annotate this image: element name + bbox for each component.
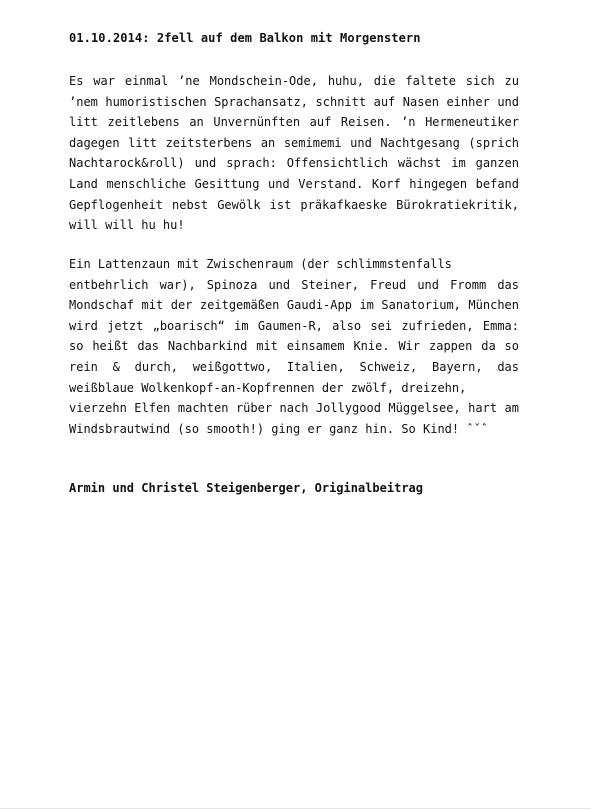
- paragraph-line: Nachtarock&roll) und sprach: Offensichtlich wächst im ganzen: [69, 156, 519, 171]
- paragraph-line: litt zeitlebens an Unvernünften auf Reisen. ’n Hermeneutiker: [69, 115, 519, 130]
- paragraph-line: will will hu hu!: [69, 218, 185, 233]
- paragraph-line: entbehrlich war), Spinoza und Steiner, Freud und Fromm das: [69, 277, 519, 292]
- paragraph-1: [69, 71, 519, 236]
- paragraph-line: rein & durch, weißgottwo, Italien, Schweiz, Bayern, das: [69, 359, 519, 374]
- paragraph-line: wird jetzt „boarisch“ im Gaumen-R, also sei zufrieden, Emma:: [69, 318, 519, 333]
- paragraph-2: [69, 254, 519, 439]
- paragraph-line: Mondschaf mit der zeitgemäßen Gaudi-App im Sanatorium, München: [69, 298, 519, 313]
- paragraph-line: vierzehn Elfen machten rüber nach Jollygood Müggelsee, hart am: [69, 401, 519, 416]
- paragraph-line: Windsbrautwind (so smooth!) ging er ganz hin. So Kind! ˆˇˆ: [69, 421, 489, 436]
- signature: Armin und Christel Steigenberger, Originalbeitrag: [69, 481, 424, 495]
- paragraph-line: Es war einmal ’ne Mondschein-Ode, huhu, die faltete sich zu: [69, 74, 519, 88]
- paragraph-line: Ein Lattenzaun mit Zwischenraum (der schlimmstenfalls: [69, 257, 452, 271]
- paragraph-line: Land menschliche Gesittung und Verstand. Korf hingegen befand: [69, 176, 519, 191]
- paragraph-line: ’nem humoristischen Sprachansatz, schnitt auf Nasen einher und: [69, 94, 519, 109]
- document-title: 01.10.2014: 2fell auf dem Balkon mit Morgenstern: [69, 31, 421, 45]
- paragraph-line: Gepflogenheit nebst Gewölk ist präkafkaeske Bürokratiekritik,: [69, 197, 519, 212]
- paragraph-line: weißblaue Wolkenkopf-an-Kopfrennen der zwölf, dreizehn,: [69, 380, 467, 395]
- paragraph-line: dagegen litt zeitsterbens an semimemi und Nachtgesang (sprich: [69, 135, 519, 150]
- paragraph-line: so heißt das Nachbarkind mit einsamem Knie. Wir zappen da so: [69, 339, 519, 354]
